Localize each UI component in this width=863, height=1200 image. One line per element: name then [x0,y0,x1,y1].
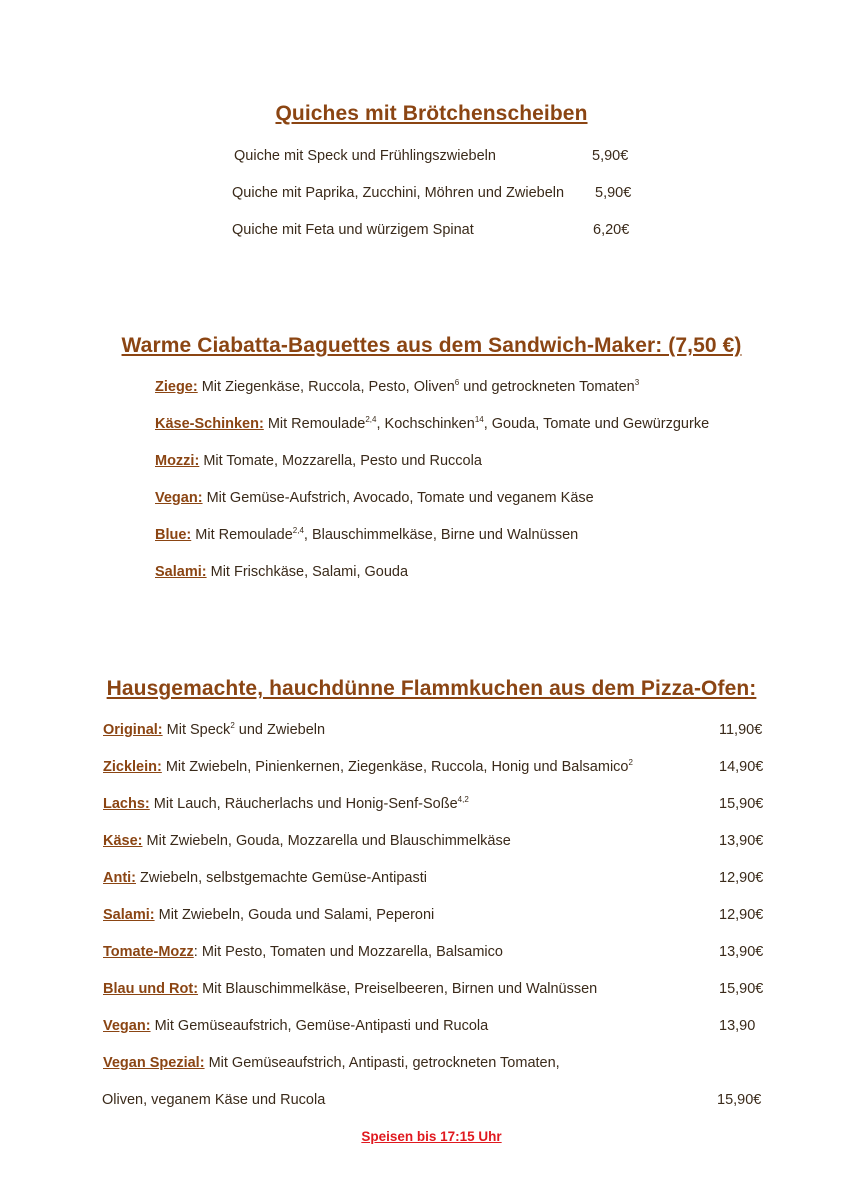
item-desc: und Zwiebeln [234,722,326,738]
ciabatta-item-vegan [155,490,594,506]
item-desc: Mit Zwiebeln, Gouda und Salami, Peperoni [154,907,435,923]
ciabatta-item-salami [155,564,408,580]
ciabatta-heading: Warme Ciabatta-Baguettes aus dem Sandwich-Maker: (7,50 €) [121,334,742,357]
flammkuchen-item-lachs [103,796,469,812]
item-desc: Mit Frischkäse, Salami, Gouda [206,564,409,580]
item-name: Anti: [103,870,137,886]
item-name: Käse: [103,833,143,849]
item-desc: Mit Zwiebeln, Pinienkernen, Ziegenkäse, Ruccola, Honig und Balsamico [161,759,629,775]
flammkuchen-item-vegan-spezial-continuation: Oliven, veganem Käse und Rucola [102,1092,326,1108]
flammkuchen-price-vegan-spezial: 15,90€ [717,1092,762,1108]
quiche-price-3: 6,20€ [593,222,630,238]
service-hours-note: Speisen bis 17:15 Uhr [361,1129,502,1144]
flammkuchen-price-kaese: 13,90€ [719,833,764,849]
item-desc: Mit Zwiebeln, Gouda, Mozzarella und Blauschimmelkäse [142,833,511,849]
quiche-item-3: Quiche mit Feta und würzigem Spinat [232,222,474,238]
item-desc: , Gouda, Tomate und Gewürzgurke [483,416,710,432]
item-name: Zicklein: [103,759,162,775]
item-desc: Mit Gemüse-Aufstrich, Avocado, Tomate und veganem Käse [202,490,594,506]
flammkuchen-item-kaese [103,833,511,849]
item-name: Blue: [155,527,192,543]
item-name: Salami: [155,564,207,580]
flammkuchen-item-vegan-spezial [103,1055,560,1071]
item-name: Ziege: [155,379,198,395]
item-name: Lachs: [103,796,150,812]
ciabatta-item-mozzi [155,453,482,469]
ciabatta-item-kaese-schinken [155,416,709,432]
flammkuchen-item-anti [103,870,427,886]
item-name: Vegan Spezial: [103,1055,205,1071]
flammkuchen-item-vegan [103,1018,488,1034]
flammkuchen-price-vegan: 13,90 [719,1018,756,1034]
flammkuchen-price-salami: 12,90€ [719,907,764,923]
flammkuchen-item-original [103,722,325,738]
flammkuchen-price-anti: 12,90€ [719,870,764,886]
quiche-item-2: Quiche mit Paprika, Zucchini, Möhren und Zwiebeln [232,185,565,201]
allergen-note: 2,4 [292,526,304,536]
flammkuchen-price-zicklein: 14,90€ [719,759,764,775]
flammkuchen-item-zicklein [103,759,633,775]
item-name: Vegan: [155,490,203,506]
item-desc: : Mit Pesto, Tomaten und Mozzarella, Balsamico [193,944,503,960]
quiche-price-2: 5,90€ [595,185,632,201]
item-desc: und getrockneten Tomaten [459,379,635,395]
allergen-note: 2 [628,758,633,768]
item-name: Original: [103,722,163,738]
flammkuchen-price-blau-und-rot: 15,90€ [719,981,764,997]
quiches-heading: Quiches mit Brötchenscheiben [275,102,588,125]
allergen-note: 3 [634,378,640,388]
item-name: Käse-Schinken: [155,416,264,432]
item-desc: Mit Remoulade [263,416,366,432]
flammkuchen-price-tomate-mozz: 13,90€ [719,944,764,960]
item-desc: Mit Ziegenkäse, Ruccola, Pesto, Oliven [197,379,455,395]
allergen-note: 6 [454,378,460,388]
item-name: Salami: [103,907,155,923]
item-name: Mozzi: [155,453,200,469]
quiche-price-1: 5,90€ [592,148,629,164]
flammkuchen-heading: Hausgemachte, hauchdünne Flammkuchen aus dem Pizza-Ofen: [106,677,757,700]
item-desc: Mit Speck [162,722,231,738]
item-name: Tomate-Mozz [103,944,194,960]
flammkuchen-price-lachs: 15,90€ [719,796,764,812]
allergen-note: 4,2 [457,795,469,805]
quiche-item-1: Quiche mit Speck und Frühlingszwiebeln [234,148,496,164]
item-desc: Mit Blauschimmelkäse, Preiselbeeren, Birnen und Walnüssen [198,981,598,997]
item-desc: , Blauschimmelkäse, Birne und Walnüssen [303,527,579,543]
allergen-note: 2,4 [365,415,377,425]
flammkuchen-item-tomate-mozz [103,944,503,960]
ciabatta-item-ziege [155,379,639,395]
flammkuchen-item-blau-und-rot [103,981,597,997]
item-desc: , Kochschinken [376,416,475,432]
item-name: Vegan: [103,1018,151,1034]
item-desc: Mit Tomate, Mozzarella, Pesto und Ruccola [199,453,482,469]
item-desc: Mit Gemüseaufstrich, Gemüse-Antipasti und Rucola [150,1018,489,1034]
flammkuchen-item-salami [103,907,434,923]
ciabatta-item-blue [155,527,578,543]
item-desc: Zwiebeln, selbstgemachte Gemüse-Antipasti [136,870,427,886]
item-desc: Mit Gemüseaufstrich, Antipasti, getrockneten Tomaten, [204,1055,560,1071]
allergen-note: 14 [474,415,484,425]
item-name: Blau und Rot: [103,981,199,997]
item-desc: Mit Lauch, Räucherlachs und Honig-Senf-Soße [149,796,458,812]
item-desc: Mit Remoulade [191,527,293,543]
allergen-note: 2 [230,721,235,731]
flammkuchen-price-original: 11,90€ [719,722,763,738]
